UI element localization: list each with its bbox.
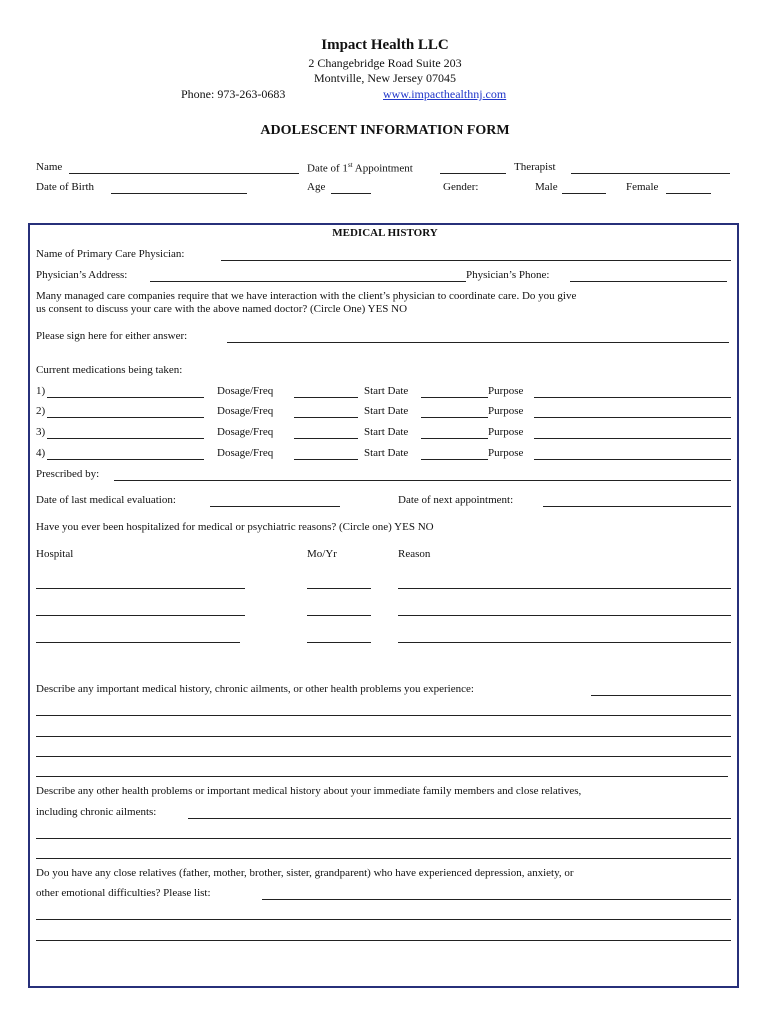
address-line-2: Montville, New Jersey 07045 <box>314 71 456 85</box>
medication-number: 3) <box>36 426 46 438</box>
dosage-field[interactable] <box>294 417 358 418</box>
start-date-label: Start Date <box>364 426 409 438</box>
relatives-field[interactable] <box>262 899 731 900</box>
therapist-label: Therapist <box>514 161 556 173</box>
history-field[interactable] <box>36 736 731 737</box>
family-history-field[interactable] <box>36 858 731 859</box>
dob-field[interactable] <box>111 193 247 194</box>
medication-number: 2) <box>36 405 46 417</box>
start-date-label: Start Date <box>364 405 409 417</box>
start-date-label: Start Date <box>364 385 409 397</box>
medication-name-field[interactable] <box>47 397 204 398</box>
relatives-field[interactable] <box>36 919 731 920</box>
reason-field[interactable] <box>398 615 731 616</box>
address-line-1: 2 Changebridge Road Suite 203 <box>308 56 462 70</box>
purpose-label: Purpose <box>488 405 524 417</box>
therapist-field[interactable] <box>571 173 730 174</box>
relatives-field[interactable] <box>36 940 731 941</box>
history-field[interactable] <box>36 756 731 757</box>
reason-field[interactable] <box>398 642 731 643</box>
history-field[interactable] <box>36 715 731 716</box>
dosage-field[interactable] <box>294 459 358 460</box>
last-evaluation-field[interactable] <box>210 506 340 507</box>
hospital-column-header: Hospital <box>36 548 74 560</box>
age-field[interactable] <box>331 193 371 194</box>
family-history-field[interactable] <box>36 838 731 839</box>
next-appointment-label: Date of next appointment: <box>398 494 514 506</box>
consent-text-2: us consent to discuss your care with the above named doctor? (Circle One) YES NO <box>36 303 408 315</box>
start-date-field[interactable] <box>421 438 488 439</box>
website-link[interactable]: www.impacthealthnj.com <box>383 87 507 101</box>
name-label: Name <box>36 161 63 173</box>
start-date-label: Start Date <box>364 447 409 459</box>
start-date-field[interactable] <box>421 417 488 418</box>
dosage-label: Dosage/Freq <box>217 447 274 459</box>
dosage-label: Dosage/Freq <box>217 426 274 438</box>
moyr-column-header: Mo/Yr <box>307 548 337 560</box>
prescribed-by-label: Prescribed by: <box>36 468 100 480</box>
relatives-label-2: other emotional difficulties? Please list: <box>36 887 211 899</box>
relatives-label-1: Do you have any close relatives (father, mother, brother, sister, grandparent) who have experienced depression, anxiety, or <box>36 867 574 879</box>
physician-address-label: Physician’s Address: <box>36 269 128 281</box>
female-label: Female <box>626 181 659 193</box>
pcp-label: Name of Primary Care Physician: <box>36 248 185 260</box>
purpose-label: Purpose <box>488 426 524 438</box>
first-appointment-label: Date of 1st Appointment <box>307 161 413 175</box>
consent-text-1: Many managed care companies require that we have interaction with the client’s physician to coordinate care. Do you give <box>36 290 577 302</box>
reason-field[interactable] <box>398 588 731 589</box>
purpose-field[interactable] <box>534 438 731 439</box>
family-history-field[interactable] <box>188 818 731 819</box>
hospitalized-question: Have you ever been hospitalized for medical or psychiatric reasons? (Circle one) YES NO <box>36 521 434 533</box>
physician-phone-field[interactable] <box>570 281 727 282</box>
phone-number: Phone: 973-263-0683 <box>181 87 286 101</box>
family-history-label-1: Describe any other health problems or important medical history about your immediate family members and close relatives, <box>36 785 582 797</box>
medical-history-heading: MEDICAL HISTORY <box>332 227 438 239</box>
name-field[interactable] <box>69 173 299 174</box>
dosage-field[interactable] <box>294 438 358 439</box>
purpose-label: Purpose <box>488 447 524 459</box>
hospital-field[interactable] <box>36 642 240 643</box>
last-evaluation-label: Date of last medical evaluation: <box>36 494 176 506</box>
reason-column-header: Reason <box>398 548 431 560</box>
purpose-field[interactable] <box>534 397 731 398</box>
family-history-label-2: including chronic ailments: <box>36 806 157 818</box>
dosage-field[interactable] <box>294 397 358 398</box>
moyr-field[interactable] <box>307 615 371 616</box>
dosage-label: Dosage/Freq <box>217 385 274 397</box>
history-field[interactable] <box>36 776 728 777</box>
purpose-field[interactable] <box>534 459 731 460</box>
signature-label: Please sign here for either answer: <box>36 330 188 342</box>
purpose-label: Purpose <box>488 385 524 397</box>
medication-number: 1) <box>36 385 46 397</box>
medications-heading: Current medications being taken: <box>36 364 183 376</box>
prescribed-by-field[interactable] <box>114 480 731 481</box>
physician-address-field[interactable] <box>150 281 466 282</box>
female-field[interactable] <box>666 193 711 194</box>
male-label: Male <box>535 181 558 193</box>
form-title: ADOLESCENT INFORMATION FORM <box>260 123 510 138</box>
next-appointment-field[interactable] <box>543 506 731 507</box>
start-date-field[interactable] <box>421 397 488 398</box>
describe-history-label: Describe any important medical history, chronic ailments, or other health problems you experience: <box>36 683 474 695</box>
medication-number: 4) <box>36 447 46 459</box>
first-appointment-field[interactable] <box>440 173 506 174</box>
moyr-field[interactable] <box>307 642 371 643</box>
physician-phone-label: Physician’s Phone: <box>466 269 550 281</box>
medication-name-field[interactable] <box>47 417 204 418</box>
medication-name-field[interactable] <box>47 438 204 439</box>
purpose-field[interactable] <box>534 417 731 418</box>
medication-name-field[interactable] <box>47 459 204 460</box>
start-date-field[interactable] <box>421 459 488 460</box>
male-field[interactable] <box>562 193 606 194</box>
dosage-label: Dosage/Freq <box>217 405 274 417</box>
moyr-field[interactable] <box>307 588 371 589</box>
age-label: Age <box>307 181 326 193</box>
dob-label: Date of Birth <box>36 181 95 193</box>
gender-label: Gender: <box>443 181 479 193</box>
signature-field[interactable] <box>227 342 729 343</box>
hospital-field[interactable] <box>36 615 245 616</box>
company-name: Impact Health LLC <box>321 37 449 53</box>
history-field[interactable] <box>591 695 731 696</box>
hospital-field[interactable] <box>36 588 245 589</box>
pcp-field[interactable] <box>221 260 731 261</box>
